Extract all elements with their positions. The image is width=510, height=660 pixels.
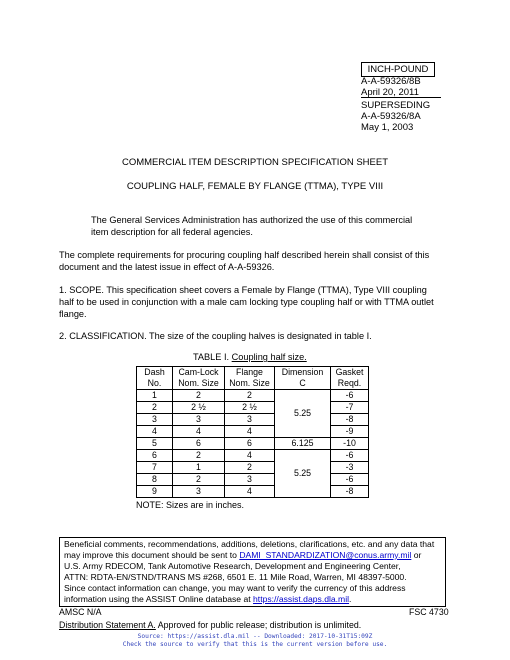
table-row bbox=[137, 462, 369, 474]
superseding-label: SUPERSEDING bbox=[361, 100, 431, 111]
header-dimension: Dimension C bbox=[275, 367, 331, 390]
dash-cell: 9 bbox=[137, 486, 173, 498]
camlock-cell: 3 bbox=[173, 486, 225, 498]
dash-cell: 3 bbox=[137, 414, 173, 426]
source-line: Source: https://assist.dla.mil -- Downloaded: 2017-10-31T15:09Z bbox=[137, 633, 373, 640]
requirements-line-2: document and the latest issue in effect of A-A-59326. bbox=[59, 262, 275, 272]
header-dash-no: Dash No. bbox=[137, 367, 173, 390]
table-row bbox=[137, 486, 369, 498]
table-row bbox=[137, 426, 369, 438]
comments-line-2: may improve this document should be sent to DAMI_STANDARDIZATION@conus.army.mil or bbox=[64, 550, 422, 560]
dash-cell: 5 bbox=[137, 438, 173, 450]
gasket-cell: -9 bbox=[331, 426, 369, 438]
table-row bbox=[137, 450, 369, 462]
gasket-cell: -6 bbox=[331, 474, 369, 486]
dash-cell: 4 bbox=[137, 426, 173, 438]
camlock-cell: 2 bbox=[173, 450, 225, 462]
document-title: COMMERCIAL ITEM DESCRIPTION SPECIFICATION SHEET bbox=[121, 157, 389, 168]
superseded-date: May 1, 2003 bbox=[361, 122, 414, 133]
comments-line-3: U.S. Army RDECOM, Tank Automotive Research, Development and Engineering Center, bbox=[64, 561, 401, 571]
table-row bbox=[137, 474, 369, 486]
flange-cell: 3 bbox=[225, 414, 275, 426]
header-rule bbox=[361, 97, 441, 98]
dash-cell: 6 bbox=[137, 450, 173, 462]
table-caption bbox=[193, 352, 307, 362]
flange-cell: 3 bbox=[225, 474, 275, 486]
gasket-cell: -6 bbox=[331, 390, 369, 402]
fsc-label: FSC 4730 bbox=[409, 607, 449, 617]
scope-line-3: flange. bbox=[59, 309, 87, 319]
flange-cell: 2 bbox=[225, 462, 275, 474]
coupling-size-table bbox=[136, 366, 369, 498]
scope-line-1: 1. SCOPE. This specification sheet covers a Female by Flange (TTMA), Type VIII coupling bbox=[59, 285, 427, 295]
gsa-line-2: item description for all federal agencies. bbox=[91, 227, 253, 237]
camlock-cell: 2 ½ bbox=[173, 402, 225, 414]
flange-cell: 2 bbox=[225, 390, 275, 402]
table-caption-prefix: TABLE I. bbox=[193, 352, 230, 362]
gasket-cell: -10 bbox=[331, 438, 369, 450]
comments-line-6: information using the ASSIST Online database at https://assist.daps.dla.mil. bbox=[64, 594, 352, 604]
dash-cell: 1 bbox=[137, 390, 173, 402]
comments-line-5: Since contact information can change, you may want to verify the currency of this address bbox=[64, 583, 406, 593]
table-note: NOTE: Sizes are in inches. bbox=[136, 500, 245, 510]
flange-cell: 4 bbox=[225, 426, 275, 438]
camlock-cell: 4 bbox=[173, 426, 225, 438]
inch-pound-box: INCH-POUND bbox=[361, 62, 435, 77]
table-header-row bbox=[137, 367, 369, 390]
camlock-cell: 2 bbox=[173, 474, 225, 486]
document-subtitle: COUPLING HALF, FEMALE BY FLANGE (TTMA), TYPE VIII bbox=[126, 181, 384, 192]
flange-cell: 2 ½ bbox=[225, 402, 275, 414]
scope-line-2: half to be used in conjunction with a male cam locking type coupling half or with TTMA outlet bbox=[59, 297, 434, 307]
distribution-statement: Distribution Statement A. Approved for public release; distribution is unlimited. bbox=[59, 620, 362, 630]
gasket-cell: -3 bbox=[331, 462, 369, 474]
table-row bbox=[137, 402, 369, 414]
dimension-cell: 5.25 bbox=[275, 390, 331, 438]
header-cam-lock: Cam-Lock Nom. Size bbox=[173, 367, 225, 390]
gsa-authorization bbox=[91, 214, 412, 238]
document-id: A-A-59326/8B bbox=[361, 76, 421, 87]
superseded-id: A-A-59326/8A bbox=[361, 111, 421, 122]
comments-line-1: Beneficial comments, recommendations, additions, deletions, clarifications, etc. and any data that bbox=[64, 539, 435, 549]
flange-cell: 4 bbox=[225, 486, 275, 498]
table-caption-title: Coupling half size. bbox=[231, 352, 307, 362]
camlock-cell: 6 bbox=[173, 438, 225, 450]
scope-paragraph bbox=[59, 284, 434, 320]
classification-paragraph: 2. CLASSIFICATION. The size of the coupling halves is designated in table I. bbox=[59, 331, 372, 341]
gasket-cell: -8 bbox=[331, 486, 369, 498]
table-row bbox=[137, 438, 369, 450]
amsc-label: AMSC N/A bbox=[59, 607, 102, 617]
verify-line: Check the source to verify that this is the current version before use. bbox=[122, 641, 388, 648]
document-date: April 20, 2011 bbox=[361, 87, 419, 98]
gasket-cell: -6 bbox=[331, 450, 369, 462]
gasket-cell: -8 bbox=[331, 414, 369, 426]
email-link[interactable]: DAMI_STANDARDIZATION@conus.army.mil bbox=[239, 550, 412, 560]
assist-link[interactable]: https://assist.daps.dla.mil bbox=[253, 594, 350, 604]
requirements-paragraph bbox=[59, 249, 429, 273]
comments-text bbox=[64, 539, 449, 605]
requirements-line-1: The complete requirements for procuring coupling half described herein shall consist of this bbox=[59, 250, 430, 260]
dash-cell: 7 bbox=[137, 462, 173, 474]
flange-cell: 6 bbox=[225, 438, 275, 450]
camlock-cell: 1 bbox=[173, 462, 225, 474]
camlock-cell: 2 bbox=[173, 390, 225, 402]
comments-line-4: ATTN: RDTA-EN/STND/TRANS MS #268, 6501 E. 11 Mile Road, Warren, MI 48397-5000. bbox=[64, 572, 407, 582]
gsa-line-1: The General Services Administration has authorized the use of this commercial bbox=[91, 215, 413, 225]
flange-cell: 4 bbox=[225, 450, 275, 462]
table-row bbox=[137, 390, 369, 402]
dimension-cell: 5.25 bbox=[275, 450, 331, 498]
gasket-cell: -7 bbox=[331, 402, 369, 414]
dash-cell: 8 bbox=[137, 474, 173, 486]
camlock-cell: 3 bbox=[173, 414, 225, 426]
table-row bbox=[137, 414, 369, 426]
dash-cell: 2 bbox=[137, 402, 173, 414]
dimension-cell: 6.125 bbox=[275, 438, 331, 450]
header-gasket: Gasket Reqd. bbox=[331, 367, 369, 390]
header-flange: Flange Nom. Size bbox=[225, 367, 275, 390]
